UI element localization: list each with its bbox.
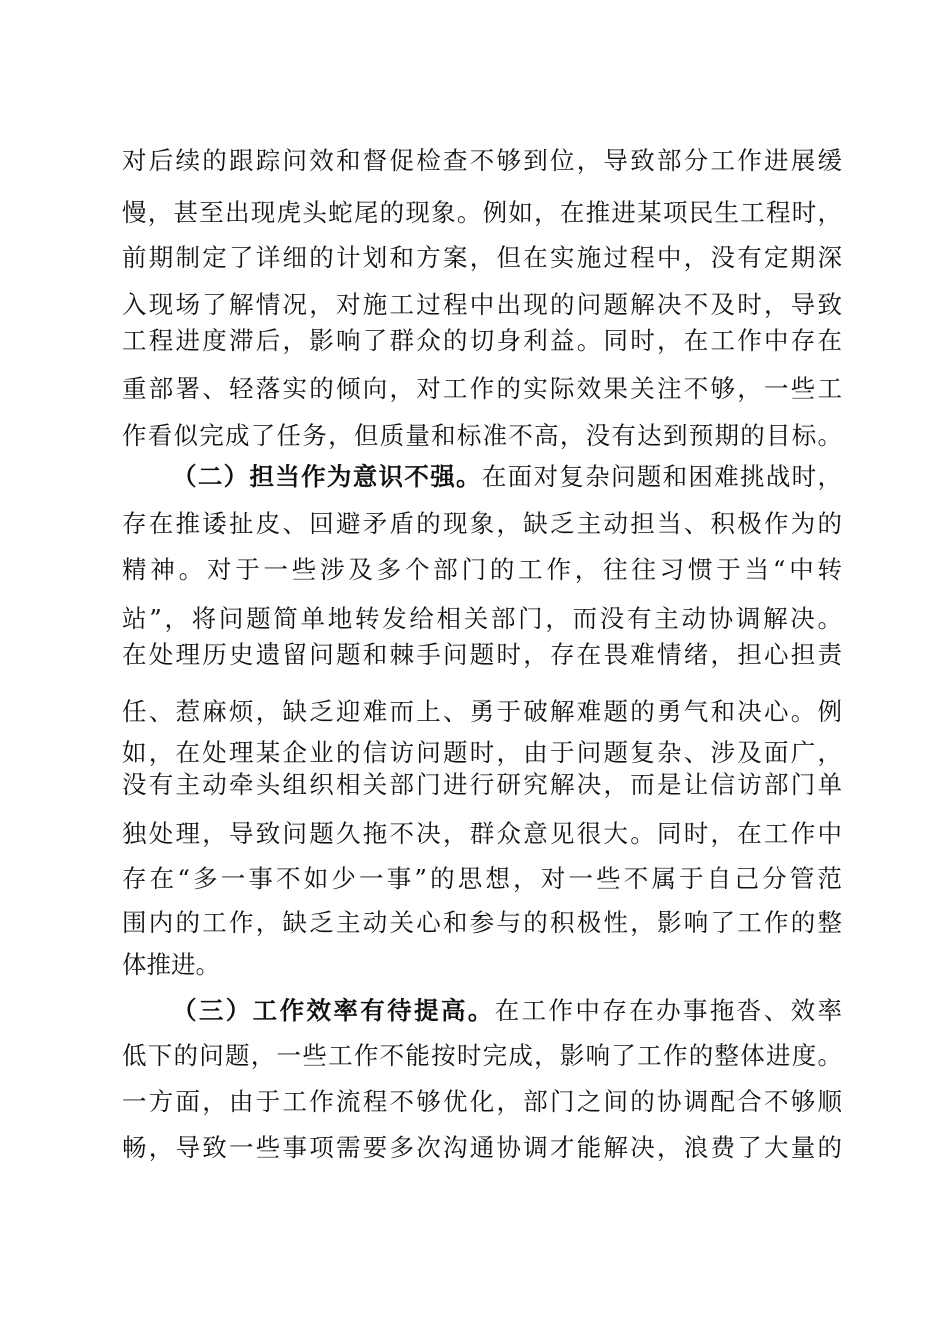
body-text-line: 入现场了解情况，对施工过程中出现的问题解决不及时，导致 — [122, 290, 842, 319]
section-text: 在面对复杂问题和困难挑战时， — [481, 462, 843, 491]
body-text-line: 独处理，导致问题久拖不决，群众意见很大。同时，在工作中 — [122, 819, 842, 848]
body-text-line: 如，在处理某企业的信访问题时，由于问题复杂、涉及面广， — [122, 738, 842, 767]
body-text-line: 重部署、轻落实的倾向，对工作的实际效果关注不够，一些工 — [122, 374, 842, 403]
body-text-line: 作看似完成了任务，但质量和标准不高，没有达到预期的目标。 — [122, 421, 842, 450]
body-text-line: 在处理历史遗留问题和棘手问题时，存在畏难情绪，担心担责 — [122, 640, 842, 669]
body-text-line: 畅，导致一些事项需要多次沟通协调才能解决，浪费了大量的 — [122, 1133, 842, 1162]
body-text-line: 围内的工作，缺乏主动关心和参与的积极性，影响了工作的整 — [122, 908, 842, 937]
body-text-line: 没有主动牵头组织相关部门进行研究解决，而是让信访部门单 — [122, 770, 842, 799]
body-text-line: 低下的问题，一些工作不能按时完成，影响了工作的整体进度。 — [122, 1041, 842, 1070]
body-text-line: 前期制定了详细的计划和方案，但在实施过程中，没有定期深 — [122, 243, 842, 272]
body-text-line: 精神。对于一些涉及多个部门的工作，往往习惯于当“中转 — [122, 555, 842, 584]
body-text-line: 存在“多一事不如少一事”的思想，对一些不属于自己分管范 — [122, 864, 842, 893]
section-3-first-line — [172, 989, 842, 1033]
section-2-first-line — [172, 455, 842, 499]
body-text-line: 任、惹麻烦，缺乏迎难而上、勇于破解难题的勇气和决心。例 — [122, 697, 842, 726]
section-text: 在工作中存在办事拖沓、效率 — [494, 996, 842, 1025]
body-text-line: 站”，将问题简单地转发给相关部门，而没有主动协调解决。 — [122, 604, 842, 633]
body-text-line: 一方面，由于工作流程不够优化，部门之间的协调配合不够顺 — [122, 1087, 842, 1116]
body-text-line: 慢，甚至出现虎头蛇尾的现象。例如，在推进某项民生工程时， — [122, 198, 842, 227]
section-heading: （二）担当作为意识不强。 — [172, 462, 482, 491]
body-text-line: 存在推诿扯皮、回避矛盾的现象，缺乏主动担当、积极作为的 — [122, 509, 842, 538]
body-text-line: 对后续的跟踪问效和督促检查不够到位，导致部分工作进展缓 — [122, 146, 842, 175]
section-heading: （三）工作效率有待提高。 — [172, 996, 495, 1025]
body-text-line: 体推进。 — [122, 950, 220, 979]
body-text-line: 工程进度滞后，影响了群众的切身利益。同时，在工作中存在 — [122, 326, 842, 355]
